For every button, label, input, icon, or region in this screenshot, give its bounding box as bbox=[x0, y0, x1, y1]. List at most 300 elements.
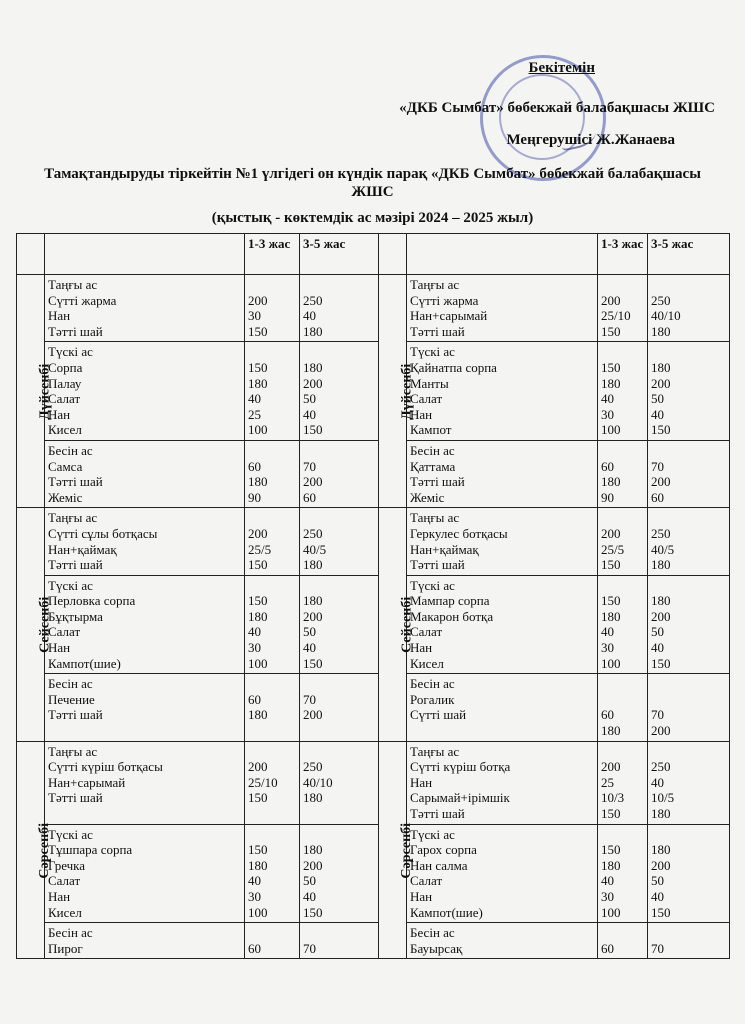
portion-value: 200 bbox=[303, 375, 323, 391]
portion-value bbox=[248, 510, 296, 526]
portion-value: 60 bbox=[601, 707, 614, 723]
portion-value: 200 bbox=[303, 608, 323, 624]
menu-item: Мампар сорпа bbox=[410, 593, 490, 609]
menu-item: Бесін ас bbox=[48, 925, 93, 941]
portion-value: 200 bbox=[601, 525, 621, 541]
portion-value: 30 bbox=[248, 308, 261, 324]
portion-value: 90 bbox=[248, 489, 261, 505]
portion-value: 60 bbox=[303, 489, 316, 505]
menu-item: Таңғы ас bbox=[48, 277, 98, 292]
portion-1-3-cell bbox=[598, 824, 648, 923]
menu-item: Салат bbox=[410, 873, 443, 889]
day-name: Сейсенбі bbox=[37, 596, 53, 654]
portion-3-5-cell bbox=[300, 342, 379, 441]
portion-value: 70 bbox=[303, 691, 316, 707]
meal-items-cell bbox=[407, 824, 598, 923]
portion-value: 40 bbox=[248, 391, 261, 407]
portion-value bbox=[651, 578, 726, 594]
menu-item: Жеміс bbox=[410, 489, 445, 505]
menu-item: Салат bbox=[48, 624, 81, 640]
menu-item: Геркулес ботқасы bbox=[410, 525, 508, 541]
portion-value: 60 bbox=[651, 489, 664, 505]
day-label-cell bbox=[17, 508, 53, 741]
portion-value: 40 bbox=[248, 624, 261, 640]
portion-value: 250 bbox=[303, 525, 323, 541]
portion-value bbox=[303, 676, 375, 692]
portion-value bbox=[651, 510, 726, 526]
portion-value: 200 bbox=[303, 707, 323, 723]
portion-value: 250 bbox=[303, 292, 323, 308]
menu-item: Бұқтырма bbox=[48, 608, 103, 624]
meal-items-cell bbox=[45, 342, 245, 441]
document-subtitle: (қыстық - көктемдік ас мәзірі 2024 – 2025 жыл) bbox=[211, 210, 534, 226]
menu-item: Таңғы ас bbox=[410, 743, 460, 759]
portion-3-5-cell bbox=[648, 440, 730, 507]
portion-value: 150 bbox=[601, 806, 621, 821]
head-signature-line: Меңгерушісі Ж.Жанаева bbox=[506, 132, 675, 148]
portion-value: 200 bbox=[303, 474, 323, 490]
menu-item: Түскі ас bbox=[410, 577, 455, 593]
portion-value: 40 bbox=[651, 888, 664, 904]
portion-value: 100 bbox=[601, 904, 621, 920]
header-empty-cell bbox=[45, 234, 245, 275]
portion-value: 180 bbox=[601, 608, 621, 624]
portion-value bbox=[651, 925, 726, 941]
portion-value bbox=[303, 344, 375, 360]
portion-value: 40 bbox=[601, 873, 614, 889]
column-header-3-5: 3-5 жас bbox=[300, 234, 379, 275]
menu-item: Таңғы ас bbox=[410, 510, 460, 526]
menu-item: Бауырсақ bbox=[410, 940, 463, 956]
portion-value bbox=[601, 344, 644, 360]
meal-row bbox=[17, 575, 730, 674]
portion-value: 200 bbox=[651, 857, 671, 873]
portion-1-3-cell bbox=[598, 342, 648, 441]
menu-item: Жеміс bbox=[48, 489, 83, 505]
meal-items-cell bbox=[407, 508, 598, 575]
menu-table bbox=[16, 233, 730, 959]
portion-3-5-cell bbox=[300, 508, 379, 575]
portion-3-5-cell bbox=[648, 508, 730, 575]
menu-item: Сарымай+ірімшік bbox=[410, 790, 510, 806]
portion-value bbox=[248, 827, 296, 843]
portion-value bbox=[651, 744, 726, 760]
portion-value: 180 bbox=[248, 857, 268, 873]
menu-item: Бесін ас bbox=[48, 442, 93, 458]
portion-value: 40 bbox=[651, 640, 664, 656]
portion-value: 180 bbox=[651, 323, 671, 339]
portion-value: 150 bbox=[303, 655, 323, 671]
portion-value: 150 bbox=[248, 557, 268, 573]
day-label-cell bbox=[17, 741, 53, 959]
portion-value: 40 bbox=[303, 888, 316, 904]
portion-value: 50 bbox=[303, 391, 316, 407]
header-empty-cell bbox=[407, 234, 598, 275]
portion-1-3-cell bbox=[598, 440, 648, 507]
menu-item: Нан+сарымай bbox=[410, 308, 488, 324]
portion-value: 100 bbox=[248, 655, 268, 671]
column-header-1-3: 1-3 жас bbox=[245, 234, 300, 275]
portion-value: 50 bbox=[651, 873, 664, 889]
portion-value: 200 bbox=[248, 759, 268, 775]
portion-value: 60 bbox=[601, 940, 614, 956]
menu-item: Тәтті шай bbox=[410, 323, 465, 339]
menu-item: Нан салма bbox=[410, 857, 468, 873]
portion-value bbox=[651, 277, 726, 293]
menu-item: Бесін ас bbox=[410, 442, 455, 458]
menu-item: Самса bbox=[48, 458, 83, 474]
portion-value: 180 bbox=[303, 593, 323, 609]
menu-item: Сүтті күріш ботқа bbox=[410, 759, 511, 775]
portion-3-5-cell bbox=[300, 275, 379, 342]
portion-1-3-cell bbox=[245, 508, 300, 575]
portion-3-5-cell bbox=[300, 923, 379, 959]
portion-value: 150 bbox=[248, 593, 268, 609]
portion-value: 100 bbox=[248, 904, 268, 920]
portion-3-5-cell bbox=[648, 275, 730, 342]
portion-1-3-cell bbox=[245, 674, 300, 741]
portion-value: 10/3 bbox=[601, 790, 625, 806]
meal-items-cell bbox=[407, 923, 598, 959]
menu-item: Кисел bbox=[48, 904, 82, 920]
portion-value: 150 bbox=[651, 904, 671, 920]
header-empty-cell bbox=[17, 234, 45, 275]
portion-value bbox=[248, 925, 296, 941]
portion-value: 40 bbox=[248, 873, 261, 889]
portion-value: 40/5 bbox=[303, 541, 327, 557]
portion-value: 180 bbox=[601, 723, 621, 739]
menu-item: Тәтті шай bbox=[48, 474, 103, 490]
menu-item: Нан+қаймақ bbox=[410, 541, 479, 557]
column-header-1-3: 1-3 жас bbox=[598, 234, 648, 275]
menu-item: Тәтті шай bbox=[410, 557, 465, 573]
meal-row bbox=[17, 440, 730, 507]
menu-item: Салат bbox=[48, 391, 81, 407]
portion-value: 180 bbox=[303, 359, 323, 375]
portion-value: 150 bbox=[651, 655, 671, 671]
portion-3-5-cell bbox=[648, 923, 730, 959]
portion-value bbox=[303, 510, 375, 526]
portion-value: 30 bbox=[601, 888, 614, 904]
portion-value bbox=[601, 676, 644, 692]
portion-value: 70 bbox=[651, 707, 664, 723]
portion-1-3-cell bbox=[598, 508, 648, 575]
portion-1-3-cell bbox=[245, 342, 300, 441]
portion-value: 40/5 bbox=[651, 541, 675, 557]
portion-value: 60 bbox=[248, 458, 261, 474]
day-label-cell bbox=[379, 275, 415, 508]
portion-value bbox=[303, 277, 375, 293]
portion-value: 40 bbox=[303, 406, 316, 422]
portion-value: 150 bbox=[651, 422, 671, 438]
menu-item: Сүтті жарма bbox=[48, 292, 117, 308]
portion-value: 200 bbox=[248, 292, 268, 308]
portion-value bbox=[303, 925, 375, 941]
menu-item: Түскі ас bbox=[410, 826, 455, 842]
portion-value bbox=[248, 744, 296, 760]
portion-value: 200 bbox=[651, 723, 671, 739]
menu-item: Сүтті жарма bbox=[410, 292, 479, 308]
menu-item: Кампот(шие) bbox=[48, 655, 121, 671]
portion-1-3-cell bbox=[245, 575, 300, 674]
menu-item: Нан+сарымай bbox=[48, 774, 126, 790]
menu-item: Нан bbox=[410, 406, 433, 422]
portion-value: 40/10 bbox=[651, 308, 681, 324]
portion-value bbox=[601, 578, 644, 594]
portion-value bbox=[601, 827, 644, 843]
portion-value: 50 bbox=[651, 391, 664, 407]
portion-value: 180 bbox=[303, 842, 323, 858]
portion-3-5-cell bbox=[648, 741, 730, 824]
menu-item: Түскі ас bbox=[48, 577, 93, 593]
meal-items-cell bbox=[45, 275, 245, 342]
day-label-cell bbox=[379, 741, 415, 959]
portion-value: 50 bbox=[303, 624, 316, 640]
portion-value bbox=[248, 277, 296, 293]
day-name: Сәрсенбі bbox=[37, 822, 53, 879]
day-name: Дүйсенбі bbox=[37, 363, 53, 420]
portion-value: 70 bbox=[651, 458, 664, 474]
menu-item: Печение bbox=[48, 691, 95, 707]
menu-item: Сүтті сұлы ботқасы bbox=[48, 525, 158, 541]
meal-row bbox=[17, 741, 730, 824]
portion-value bbox=[601, 443, 644, 459]
portion-1-3-cell bbox=[598, 575, 648, 674]
portion-value: 180 bbox=[601, 474, 621, 490]
portion-value: 70 bbox=[303, 940, 316, 956]
portion-value: 250 bbox=[651, 292, 671, 308]
portion-value: 150 bbox=[601, 359, 621, 375]
meal-items-cell bbox=[45, 575, 245, 674]
portion-3-5-cell bbox=[300, 674, 379, 741]
menu-item: Нан bbox=[48, 308, 71, 324]
portion-value bbox=[248, 443, 296, 459]
meal-row bbox=[17, 342, 730, 441]
portion-value: 70 bbox=[303, 458, 316, 474]
portion-1-3-cell bbox=[245, 824, 300, 923]
menu-item: Тәтті шай bbox=[48, 790, 103, 806]
portion-value bbox=[248, 676, 296, 692]
meal-items-cell bbox=[407, 275, 598, 342]
portion-value: 60 bbox=[248, 691, 261, 707]
portion-value bbox=[248, 578, 296, 594]
portion-value: 200 bbox=[248, 525, 268, 541]
portion-1-3-cell bbox=[598, 674, 648, 741]
meal-items-cell bbox=[45, 741, 245, 824]
portion-value: 100 bbox=[601, 655, 621, 671]
portion-value: 60 bbox=[601, 458, 614, 474]
portion-value: 40 bbox=[651, 774, 664, 790]
menu-item: Бесін ас bbox=[410, 925, 455, 941]
meal-row bbox=[17, 674, 730, 741]
portion-value: 180 bbox=[651, 842, 671, 858]
portion-value bbox=[303, 443, 375, 459]
portion-value bbox=[651, 827, 726, 843]
portion-value: 70 bbox=[651, 940, 664, 956]
menu-item: Салат bbox=[48, 873, 81, 889]
menu-item: Сүтті шай bbox=[410, 707, 467, 723]
portion-value bbox=[248, 344, 296, 360]
portion-value: 150 bbox=[601, 593, 621, 609]
portion-value: 40 bbox=[651, 406, 664, 422]
portion-value bbox=[601, 510, 644, 526]
menu-item: Тәтті шай bbox=[48, 323, 103, 339]
portion-value: 200 bbox=[651, 474, 671, 490]
menu-item: Нан+қаймақ bbox=[48, 541, 117, 557]
portion-value: 250 bbox=[651, 759, 671, 775]
portion-value: 30 bbox=[248, 888, 261, 904]
portion-value: 150 bbox=[248, 842, 268, 858]
portion-value: 25/10 bbox=[601, 308, 631, 324]
meal-row bbox=[17, 275, 730, 342]
menu-item: Қайнатпа сорпа bbox=[410, 359, 497, 375]
portion-value: 40 bbox=[601, 624, 614, 640]
portion-value: 200 bbox=[651, 608, 671, 624]
portion-value: 180 bbox=[651, 806, 671, 821]
column-header-3-5: 3-5 жас bbox=[648, 234, 730, 275]
portion-3-5-cell bbox=[648, 575, 730, 674]
menu-item: Түскі ас bbox=[410, 344, 455, 360]
menu-item: Таңғы ас bbox=[48, 743, 98, 759]
meal-items-cell bbox=[407, 440, 598, 507]
portion-value: 40/10 bbox=[303, 774, 333, 790]
portion-3-5-cell bbox=[300, 824, 379, 923]
menu-item: Сүтті күріш ботқасы bbox=[48, 759, 163, 775]
menu-item: Сорпа bbox=[48, 359, 83, 375]
day-name: Сейсенбі bbox=[399, 596, 415, 654]
portion-value bbox=[303, 578, 375, 594]
portion-value bbox=[303, 827, 375, 843]
portion-value: 200 bbox=[601, 292, 621, 308]
menu-item: Таңғы ас bbox=[48, 510, 98, 526]
menu-item: Кисел bbox=[48, 422, 82, 438]
portion-value: 200 bbox=[303, 857, 323, 873]
meal-row bbox=[17, 824, 730, 923]
portion-3-5-cell bbox=[300, 741, 379, 824]
meal-items-cell bbox=[407, 674, 598, 741]
portion-value: 150 bbox=[303, 422, 323, 438]
portion-value: 40 bbox=[601, 391, 614, 407]
portion-value: 180 bbox=[303, 323, 323, 339]
portion-1-3-cell bbox=[245, 275, 300, 342]
menu-item: Бесін ас bbox=[410, 676, 455, 692]
menu-item: Нан bbox=[410, 640, 433, 656]
portion-1-3-cell bbox=[598, 741, 648, 824]
menu-item: Рогалик bbox=[410, 691, 455, 707]
portion-value: 180 bbox=[248, 375, 268, 391]
portion-value: 30 bbox=[248, 640, 261, 656]
portion-value bbox=[601, 692, 644, 708]
meal-items-cell bbox=[45, 923, 245, 959]
portion-value: 30 bbox=[601, 640, 614, 656]
day-name: Сәрсенбі bbox=[399, 822, 415, 879]
portion-3-5-cell bbox=[300, 575, 379, 674]
portion-value: 30 bbox=[601, 406, 614, 422]
meal-items-cell bbox=[45, 440, 245, 507]
organization-name: «ДКБ Сымбат» бөбекжай балабақшасы ЖШС bbox=[399, 100, 715, 116]
portion-1-3-cell bbox=[245, 741, 300, 824]
portion-value: 150 bbox=[248, 790, 268, 806]
menu-item: Гречка bbox=[48, 857, 86, 873]
portion-value: 25 bbox=[601, 774, 614, 790]
menu-item: Перловка сорпа bbox=[48, 593, 136, 609]
portion-value: 180 bbox=[651, 593, 671, 609]
menu-item: Кисел bbox=[410, 655, 444, 671]
portion-value: 25/5 bbox=[601, 541, 625, 557]
table-header-row bbox=[17, 234, 730, 275]
approval-label: Бекітемін bbox=[528, 60, 595, 76]
meal-items-cell bbox=[407, 342, 598, 441]
menu-item: Тұшпара сорпа bbox=[48, 842, 133, 858]
menu-item: Нан bbox=[48, 888, 71, 904]
meal-items-cell bbox=[45, 508, 245, 575]
day-label-cell bbox=[17, 275, 53, 508]
portion-value: 180 bbox=[651, 557, 671, 573]
menu-item: Нан bbox=[48, 406, 71, 422]
portion-value: 150 bbox=[601, 323, 621, 339]
meal-items-cell bbox=[45, 674, 245, 741]
meal-items-cell bbox=[407, 575, 598, 674]
portion-value: 180 bbox=[651, 359, 671, 375]
portion-value: 180 bbox=[248, 707, 268, 723]
menu-item: Қаттама bbox=[410, 458, 456, 474]
menu-item: Тәтті шай bbox=[410, 806, 465, 821]
portion-value bbox=[601, 277, 644, 293]
portion-value: 180 bbox=[303, 790, 323, 806]
portion-value: 150 bbox=[248, 359, 268, 375]
portion-value: 150 bbox=[601, 557, 621, 573]
portion-value: 10/5 bbox=[651, 790, 675, 806]
portion-1-3-cell bbox=[598, 275, 648, 342]
day-name: Дүйсенбі bbox=[399, 363, 415, 420]
portion-value: 50 bbox=[651, 624, 664, 640]
header-empty-cell bbox=[379, 234, 407, 275]
portion-1-3-cell bbox=[245, 923, 300, 959]
portion-value: 150 bbox=[601, 842, 621, 858]
menu-item: Тәтті шай bbox=[48, 557, 103, 573]
menu-item: Тәтті шай bbox=[48, 707, 103, 723]
portion-3-5-cell bbox=[648, 342, 730, 441]
portion-value bbox=[651, 692, 726, 708]
menu-item: Түскі ас bbox=[48, 826, 93, 842]
portion-value: 180 bbox=[248, 474, 268, 490]
portion-value: 100 bbox=[248, 422, 268, 438]
portion-value: 250 bbox=[651, 525, 671, 541]
menu-item: Түскі ас bbox=[48, 344, 93, 360]
menu-item: Нан bbox=[48, 640, 71, 656]
portion-value: 250 bbox=[303, 759, 323, 775]
portion-value bbox=[651, 344, 726, 360]
menu-item: Нан bbox=[410, 774, 433, 790]
portion-value: 25/10 bbox=[248, 774, 278, 790]
menu-item: Тәтті шай bbox=[410, 474, 465, 490]
portion-3-5-cell bbox=[648, 824, 730, 923]
menu-item: Пирог bbox=[48, 940, 83, 956]
meal-row bbox=[17, 508, 730, 575]
portion-value: 200 bbox=[601, 759, 621, 775]
portion-value bbox=[601, 744, 644, 760]
portion-value: 25 bbox=[248, 406, 261, 422]
portion-value bbox=[601, 925, 644, 941]
menu-item: Салат bbox=[410, 391, 443, 407]
portion-value: 150 bbox=[248, 323, 268, 339]
document-title: Тамақтандыруды тіркейтін №1 үлгідегі он күндік парақ «ДКБ Сымбат» бөбекжай балабақшасы ЖШС bbox=[44, 166, 701, 200]
menu-item: Нан bbox=[410, 888, 433, 904]
portion-3-5-cell bbox=[648, 674, 730, 741]
menu-item: Макарон ботқа bbox=[410, 608, 494, 624]
menu-item: Салат bbox=[410, 624, 443, 640]
menu-item: Таңғы ас bbox=[410, 277, 460, 292]
